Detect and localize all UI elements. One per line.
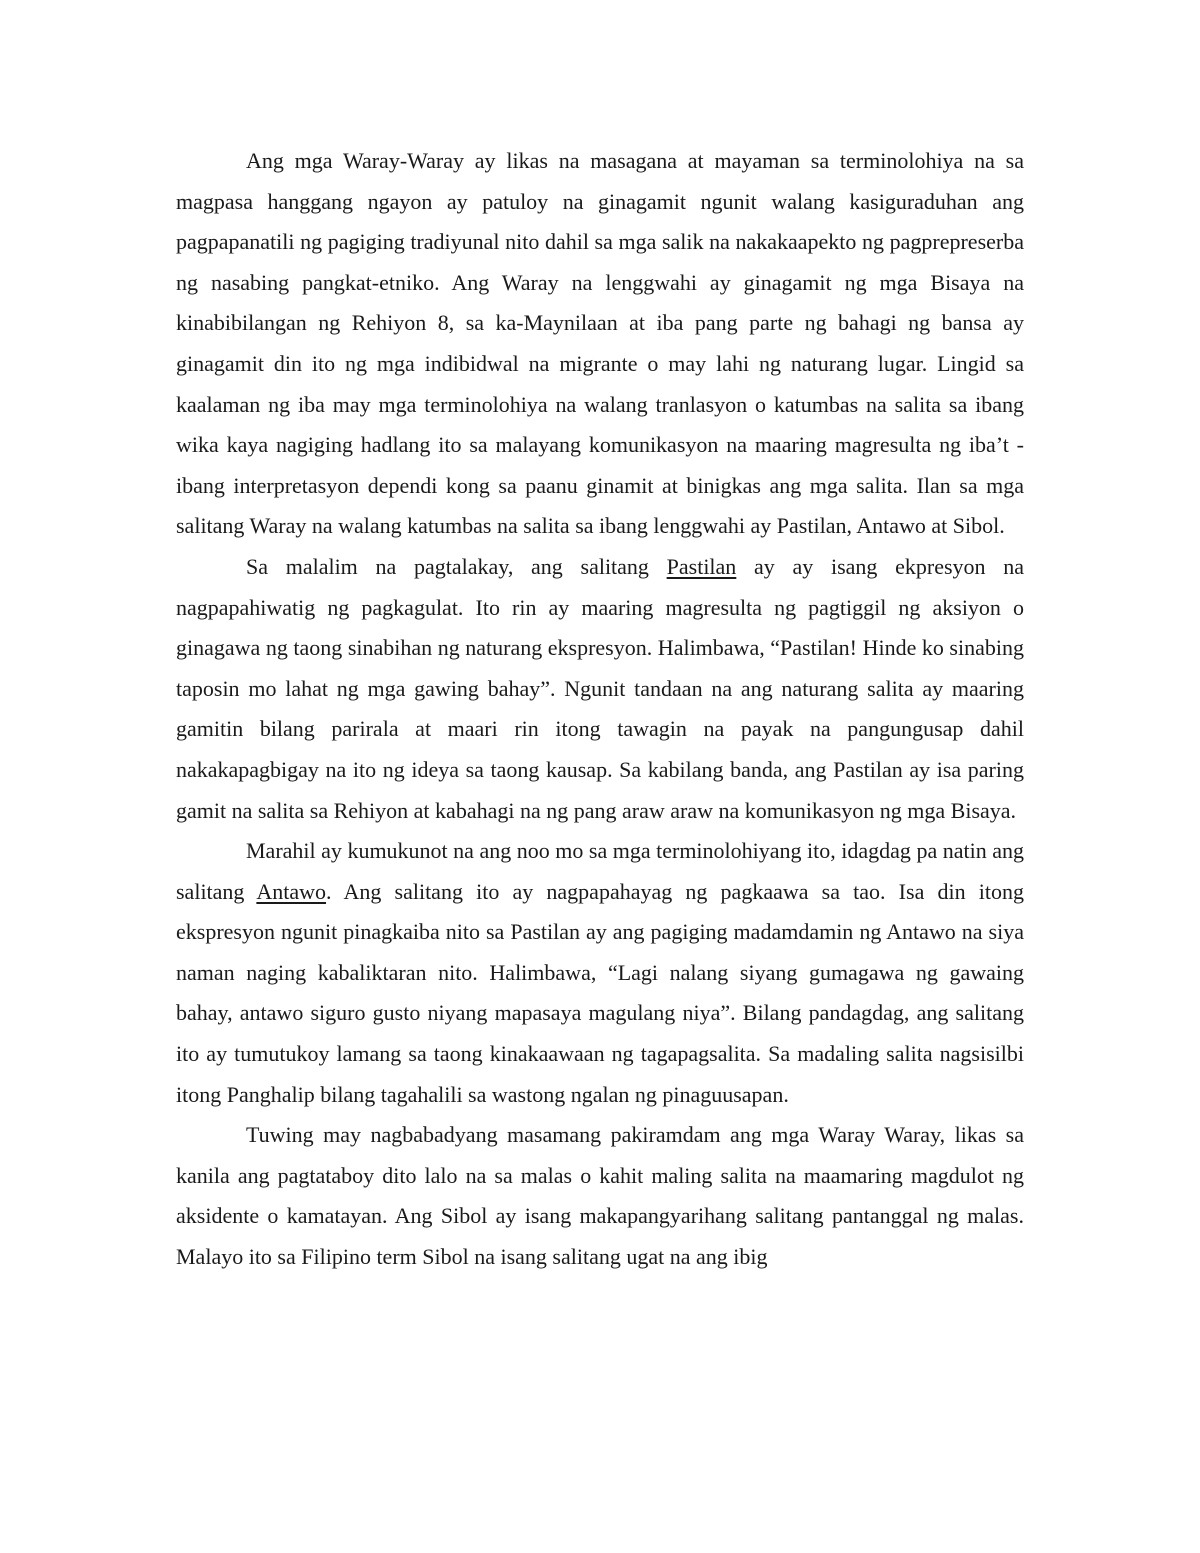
document-body	[176, 141, 1024, 1278]
paragraph-text: Sa malalim na pagtalakay, ang salitang	[246, 553, 667, 579]
paragraph-text: ay ay isang ekpresyon na nagpapahiwatig ng pagkagulat. Ito rin ay maaring magresulta ng pagtiggil ng aksiyon o ginagawa ng taong sinabihan ng naturang ekspresyon. Halimbawa, “Pastilan! Hinde ko sinabing taposin mo lahat ng mga gawing bahay”. Ngunit tandaan na ang naturang salita ay maaring gamitin bilang parirala at maari rin itong tawagin na payak na pangungusap dahil nakakapagbigay na ito ng ideya sa taong kausap. Sa kabilang banda, ang Pastilan ay isa paring gamit na salita sa Rehiyon at kabahagi na ng pang araw araw na komunikasyon ng mga Bisaya.	[176, 553, 1024, 823]
paragraph-pastilan	[176, 547, 1024, 831]
paragraph-waray-intro	[176, 141, 1024, 547]
term-antawo: Antawo	[256, 878, 327, 904]
term-pastilan: Pastilan	[666, 553, 737, 579]
paragraph-text: Tuwing may nagbabadyang masamang pakiramdam ang mga Waray Waray, likas sa kanila ang pagtataboy dito lalo na sa malas o kahit maling salita na maamaring magdulot ng aksidente o kamatayan. Ang Sibol ay isang makapangyarihang salitang pantanggal ng malas. Malayo ito sa Filipino term Sibol na isang salitang ugat na ang ibig	[176, 1122, 1024, 1270]
paragraph-text: . Ang salitang ito ay nagpapahayag ng pagkaawa sa tao. Isa din itong ekspresyon ngunit pinagkaiba nito sa Pastilan ay ang pagiging madamdamin ng Antawo na siya naman naging kabaliktaran nito. Halimbawa, “Lagi nalang siyang gumagawa ng gawaing bahay, antawo siguro gusto niyang mapasaya magulang niya”. Bilang pandagdag, ang salitang ito ay tumutukoy lamang sa taong kinakaawaan ng tagapagsalita. Sa madaling salita nagsisilbi itong Panghalip bilang tagahalili sa wastong ngalan ng pinaguusapan.	[176, 878, 1024, 1107]
paragraph-text: Ang mga Waray-Waray ay likas na masagana at mayaman sa terminolohiya na sa magpasa hanggang ngayon ay patuloy na ginagamit ngunit walang kasiguraduhan ang pagpapanatili ng pagiging tradiyunal nito dahil sa mga salik na nakakaapekto ng pagprepreserba ng nasabing pangkat-etniko. Ang Waray na lenggwahi ay ginagamit ng mga Bisaya na kinabibilangan ng Rehiyon 8, sa ka-Maynilaan at iba pang parte ng bahagi ng bansa ay ginagamit din ito ng mga indibidwal na migrante o may lahi ng naturang lugar. Lingid sa kaalaman ng iba may mga terminolohiya na walang tranlasyon o katumbas na salita sa ibang wika kaya nagiging hadlang ito sa malayang komunikasyon na maaring magresulta ng iba’t -ibang interpretasyon dependi kong sa paanu ginamit at binigkas ang mga salita. Ilan sa mga salitang Waray na walang katumbas na salita sa ibang lenggwahi ay Pastilan, Antawo at Sibol.	[176, 148, 1024, 539]
paragraph-sibol	[176, 1115, 1024, 1277]
paragraph-antawo	[176, 831, 1024, 1115]
paragraph-text: Marahil ay kumukunot na ang noo mo sa mga terminolohiyang ito, idagdag pa natin ang salitang	[176, 838, 1024, 904]
